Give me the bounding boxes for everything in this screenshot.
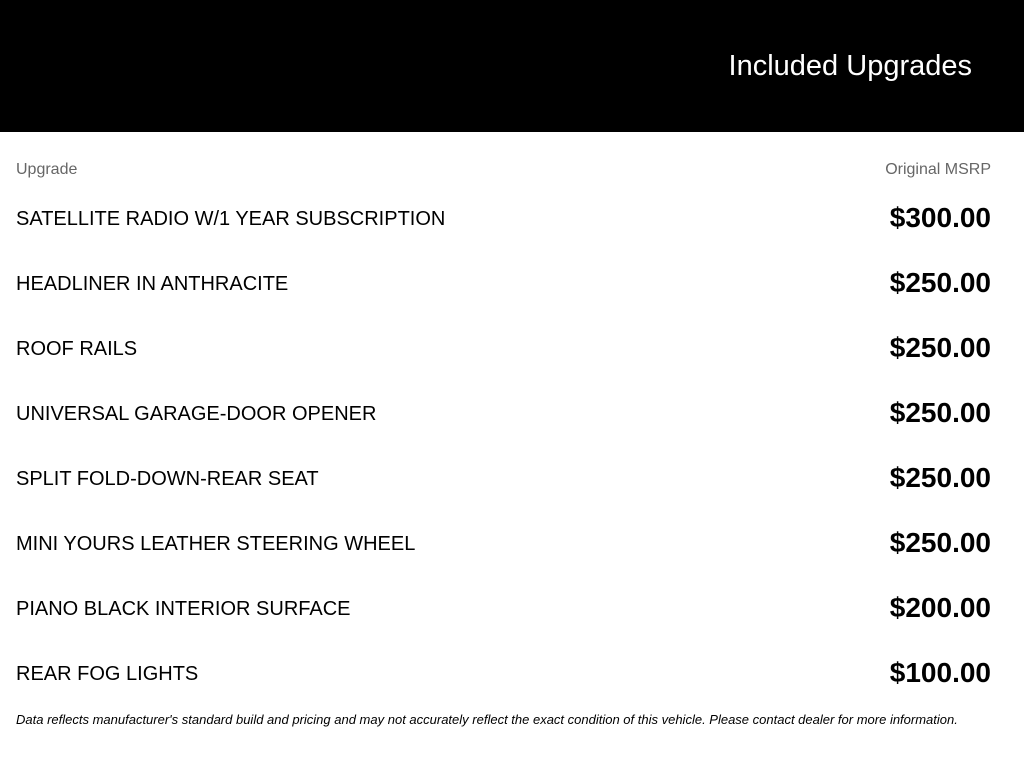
upgrade-name: REAR FOG LIGHTS: [16, 663, 199, 685]
upgrade-price: $250.00: [889, 332, 991, 363]
upgrade-name: PIANO BLACK INTERIOR SURFACE: [16, 598, 351, 620]
upgrade-price: $250.00: [889, 527, 991, 558]
list-item: [16, 445, 991, 510]
upgrade-column-header: Upgrade: [16, 161, 78, 178]
list-item: [16, 510, 991, 575]
list-item: [16, 185, 991, 250]
list-item: [16, 315, 991, 380]
upgrade-name: UNIVERSAL GARAGE-DOOR OPENER: [16, 403, 377, 425]
msrp-column-header: Original MSRP: [885, 161, 991, 178]
header-bar: [0, 0, 1024, 132]
upgrade-price: $300.00: [889, 202, 991, 233]
upgrade-name: HEADLINER IN ANTHRACITE: [16, 273, 289, 295]
disclaimer-text: Data reflects manufacturer's standard build and pricing and may not accurately reflect the exact condition of this vehicle. Please contact dealer for more information.: [16, 712, 958, 727]
upgrade-price: $100.00: [889, 657, 991, 688]
list-item: [16, 640, 991, 705]
upgrade-price: $250.00: [889, 462, 991, 493]
upgrade-price: $200.00: [889, 592, 991, 623]
list-item: [16, 575, 991, 640]
upgrade-name: ROOF RAILS: [16, 338, 138, 360]
upgrade-price: $250.00: [889, 397, 991, 428]
upgrade-name: SPLIT FOLD-DOWN-REAR SEAT: [16, 468, 319, 490]
column-headers: [16, 160, 991, 180]
list-item: [16, 380, 991, 445]
upgrades-list: [16, 185, 991, 705]
page-title: Included Upgrades: [728, 50, 972, 82]
upgrade-name: MINI YOURS LEATHER STEERING WHEEL: [16, 533, 416, 555]
list-item: [16, 250, 991, 315]
upgrade-price: $250.00: [889, 267, 991, 298]
upgrade-name: SATELLITE RADIO W/1 YEAR SUBSCRIPTION: [16, 208, 446, 230]
